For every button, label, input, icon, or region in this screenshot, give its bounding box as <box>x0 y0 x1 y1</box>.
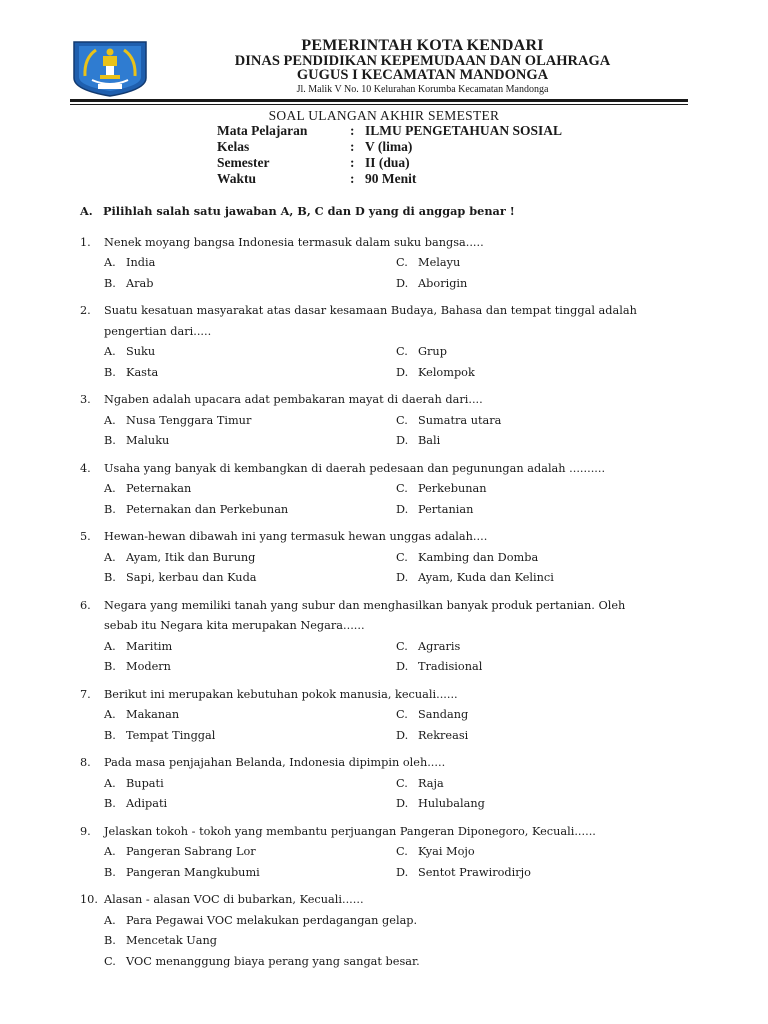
question-stem: Usaha yang banyak di kembangkan di daerah pedesaan dan pegunungan adalah .......... <box>104 461 606 475</box>
option-text: Makanan <box>126 708 180 721</box>
question-3 <box>80 390 680 452</box>
option-label: A. <box>104 639 116 653</box>
option-label: A. <box>104 776 116 790</box>
option-label: A. <box>104 708 116 721</box>
option-label: C. <box>104 954 116 968</box>
option-text: Adipati <box>126 797 168 810</box>
meta-label: Kelas <box>217 139 250 154</box>
meta-label: Waktu <box>217 171 257 186</box>
exam-content <box>80 201 680 979</box>
meta-colon: : <box>350 123 355 138</box>
option-label: B. <box>104 660 116 673</box>
option-text: Suku <box>126 345 156 358</box>
option-label: C. <box>396 482 408 495</box>
government-name: PEMERINTAH KOTA KENDARI <box>301 37 544 54</box>
option-text: Maluku <box>126 434 170 447</box>
option-b <box>104 568 384 589</box>
question-stem: Berikut ini merupakan kebutuhan pokok manusia, kecuali...... <box>104 687 458 701</box>
option-text: Raja <box>418 776 444 790</box>
option-label: C. <box>396 550 408 564</box>
option-label: B. <box>104 934 116 947</box>
option-label: D. <box>396 865 409 879</box>
option-a <box>104 253 384 274</box>
option-label: A. <box>104 913 116 927</box>
question-9 <box>80 822 680 884</box>
option-label: C. <box>396 708 408 721</box>
option-text: Sentot Prawirodirjo <box>418 865 531 879</box>
option-label: C. <box>396 345 408 358</box>
option-a <box>104 479 384 500</box>
option-label: C. <box>396 845 408 858</box>
option-text: Para Pegawai VOC melakukan perdagangan gelap. <box>126 913 418 927</box>
question-number: 3. <box>80 393 91 406</box>
header-rule-thick <box>70 99 688 102</box>
option-a <box>104 548 384 569</box>
question-6 <box>80 596 680 678</box>
question-stem: Alasan - alasan VOC di bubarkan, Kecuali...... <box>104 893 364 906</box>
question-stem: Suatu kesatuan masyarakat atas dasar kesamaan Budaya, Bahasa dan tempat tinggal adalah <box>104 304 637 317</box>
option-label: B. <box>104 434 116 447</box>
option-c <box>396 705 676 726</box>
meta-label: Mata Pelajaran <box>217 123 308 138</box>
option-label: C. <box>396 776 408 790</box>
question-text <box>80 301 680 322</box>
question-number: 1. <box>80 235 91 249</box>
cluster-name: GUGUS I KECAMATAN MANDONGA <box>296 67 549 83</box>
option-d <box>396 726 676 747</box>
option-c <box>396 479 676 500</box>
meta-colon: : <box>350 139 355 154</box>
option-label: C. <box>396 639 408 653</box>
meta-value: ILMU PENGETAHUAN SOSIAL <box>365 123 563 138</box>
option-text: Peternakan <box>126 482 192 495</box>
option-d <box>396 431 676 452</box>
question-number: 8. <box>80 756 91 769</box>
option-text: Sapi, kerbau dan Kuda <box>126 571 257 584</box>
option-label: B. <box>104 865 116 879</box>
option-grid <box>80 342 680 383</box>
meta-value: 90 Menit <box>365 171 417 186</box>
option-label: D. <box>396 797 409 810</box>
option-a <box>104 911 680 932</box>
option-text: Kasta <box>126 365 159 379</box>
question-stem: Ngaben adalah upacara adat pembakaran mayat di daerah dari.... <box>104 393 483 406</box>
option-text: Agraris <box>418 639 461 653</box>
option-text: Tempat Tinggal <box>126 728 216 742</box>
question-text <box>80 890 680 911</box>
question-text <box>80 822 680 843</box>
option-d <box>396 794 676 815</box>
option-text: Tradisional <box>418 660 483 673</box>
question-text <box>80 527 680 548</box>
meta-colon: : <box>350 171 355 186</box>
option-grid <box>80 705 680 746</box>
option-text: Maritim <box>126 639 173 653</box>
question-text-cont <box>80 616 680 637</box>
exam-title: SOAL ULANGAN AKHIR SEMESTER <box>268 108 500 123</box>
option-a <box>104 637 384 658</box>
option-b <box>104 431 384 452</box>
section-letter: A. <box>80 204 93 218</box>
question-text <box>80 233 680 254</box>
option-list <box>80 911 680 973</box>
question-list <box>80 233 680 884</box>
question-number: 2. <box>80 304 91 317</box>
question-text <box>80 459 680 480</box>
option-grid <box>80 479 680 520</box>
option-grid <box>80 411 680 452</box>
option-grid <box>80 253 680 294</box>
option-grid <box>80 842 680 883</box>
option-text: Perkebunan <box>418 482 487 495</box>
option-a <box>104 842 384 863</box>
option-c <box>396 637 676 658</box>
option-text: Melayu <box>418 256 461 269</box>
question-stem-cont: sebab itu Negara kita merupakan Negara...... <box>104 619 365 632</box>
option-label: A. <box>104 550 116 564</box>
option-text: Kyai Mojo <box>418 845 475 858</box>
option-b <box>104 363 384 384</box>
option-text: Bupati <box>126 776 164 790</box>
option-a <box>104 411 384 432</box>
option-label: B. <box>104 276 116 290</box>
option-label: A. <box>104 482 116 495</box>
option-text: Kambing dan Domba <box>418 550 539 564</box>
option-label: D. <box>396 365 409 379</box>
question-stem-cont: pengertian dari..... <box>104 324 212 338</box>
option-b <box>104 500 384 521</box>
option-label: D. <box>396 571 409 584</box>
question-number: 7. <box>80 687 91 701</box>
address: Jl. Malik V No. 10 Kelurahan Korumba Kecamatan Mandonga <box>296 84 549 95</box>
question-10 <box>80 890 680 972</box>
meta-label: Semester <box>217 155 270 170</box>
option-label: B. <box>104 571 116 584</box>
option-c <box>104 952 680 973</box>
option-text: Ayam, Itik dan Burung <box>126 550 256 564</box>
question-number: 10. <box>80 893 98 906</box>
option-c <box>396 342 676 363</box>
option-label: D. <box>396 728 409 742</box>
option-grid <box>80 548 680 589</box>
option-label: D. <box>396 502 409 516</box>
question-stem: Pada masa penjajahan Belanda, Indonesia dipimpin oleh..... <box>104 756 446 769</box>
question-2 <box>80 301 680 383</box>
option-b <box>104 931 680 952</box>
option-label: B. <box>104 728 116 742</box>
option-label: D. <box>396 434 409 447</box>
option-text: Sumatra utara <box>418 413 502 427</box>
option-text: Kelompok <box>418 365 475 379</box>
question-number: 9. <box>80 824 91 838</box>
option-grid <box>80 637 680 678</box>
option-text: India <box>126 256 156 269</box>
question-text-cont <box>80 322 680 343</box>
question-text <box>80 596 680 617</box>
option-text: Sandang <box>418 708 469 721</box>
section-instruction: Pilihlah salah satu jawaban A, B, C dan D yang di anggap benar ! <box>103 204 515 218</box>
letterhead <box>0 0 768 106</box>
option-label: B. <box>104 797 116 810</box>
option-text: Aborigin <box>418 276 468 290</box>
question-8 <box>80 753 680 815</box>
option-text: Pangeran Sabrang Lor <box>126 845 256 858</box>
option-text: Arab <box>126 276 154 290</box>
option-d <box>396 863 676 884</box>
option-a <box>104 705 384 726</box>
option-label: A. <box>104 413 116 427</box>
option-c <box>396 253 676 274</box>
option-text: VOC menanggung biaya perang yang sangat besar. <box>126 954 420 968</box>
option-c <box>396 548 676 569</box>
question-1 <box>80 233 680 295</box>
question-text <box>80 390 680 411</box>
option-a <box>104 774 384 795</box>
option-label: C. <box>396 256 408 269</box>
option-d <box>396 657 676 678</box>
question-number: 5. <box>80 530 91 543</box>
option-label: C. <box>396 413 408 427</box>
question-text <box>80 753 680 774</box>
option-b <box>104 726 384 747</box>
option-grid <box>80 774 680 815</box>
option-c <box>396 411 676 432</box>
kendari-city-emblem-icon <box>70 38 150 98</box>
meta-value: II (dua) <box>365 155 410 170</box>
option-label: B. <box>104 365 116 379</box>
option-text: Rekreasi <box>418 728 469 742</box>
option-b <box>104 794 384 815</box>
option-label: A. <box>104 845 116 858</box>
question-5 <box>80 527 680 589</box>
question-text <box>80 685 680 706</box>
option-c <box>396 842 676 863</box>
question-number: 6. <box>80 598 91 612</box>
department-name: DINAS PENDIDIKAN KEPEMUDAAN DAN OLAHRAGA <box>234 53 611 69</box>
header-rule-thin <box>70 104 688 105</box>
option-c <box>396 774 676 795</box>
option-label: D. <box>396 660 409 673</box>
option-b <box>104 863 384 884</box>
option-d <box>396 274 676 295</box>
option-text: Modern <box>126 660 171 673</box>
question-stem: Jelaskan tokoh - tokoh yang membantu perjuangan Pangeran Diponegoro, Kecuali...... <box>104 824 596 838</box>
option-text: Mencetak Uang <box>126 934 218 947</box>
question-number: 4. <box>80 461 91 475</box>
option-label: A. <box>104 345 116 358</box>
option-label: D. <box>396 276 409 290</box>
option-text: Pertanian <box>418 502 474 516</box>
option-label: B. <box>104 502 116 516</box>
question-stem: Hewan-hewan dibawah ini yang termasuk hewan unggas adalah.... <box>104 530 488 543</box>
option-a <box>104 342 384 363</box>
option-d <box>396 500 676 521</box>
option-text: Grup <box>418 345 447 358</box>
option-b <box>104 657 384 678</box>
option-text: Peternakan dan Perkebunan <box>126 502 289 516</box>
option-text: Hulubalang <box>418 797 485 810</box>
question-stem: Negara yang memiliki tanah yang subur dan menghasilkan banyak produk pertanian. Oleh <box>104 598 626 612</box>
option-b <box>104 274 384 295</box>
option-d <box>396 568 676 589</box>
option-text: Ayam, Kuda dan Kelinci <box>418 571 554 584</box>
question-stem: Nenek moyang bangsa Indonesia termasuk dalam suku bangsa..... <box>104 235 484 249</box>
section-heading <box>80 201 680 222</box>
option-text: Pangeran Mangkubumi <box>126 865 260 879</box>
question-7 <box>80 685 680 747</box>
meta-value: V (lima) <box>365 139 413 154</box>
option-d <box>396 363 676 384</box>
option-text: Bali <box>418 434 441 447</box>
question-4 <box>80 459 680 521</box>
option-text: Nusa Tenggara Timur <box>126 413 252 427</box>
meta-colon: : <box>350 155 355 170</box>
option-label: A. <box>104 256 116 269</box>
